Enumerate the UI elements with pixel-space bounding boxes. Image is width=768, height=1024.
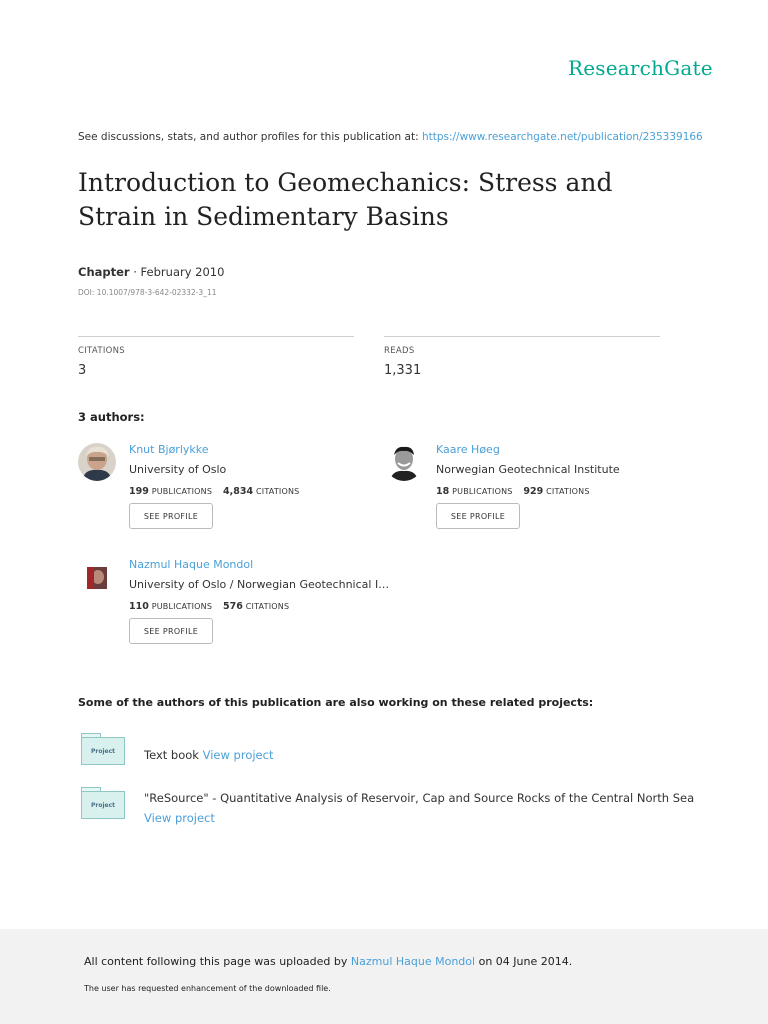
reads-label: READS	[384, 346, 415, 356]
citations-label: CITATIONS	[546, 487, 590, 496]
publication-url-link[interactable]: https://www.researchgate.net/publication/235339166	[421, 131, 703, 143]
reads-value: 1,331	[384, 363, 422, 378]
author-counts	[129, 486, 307, 497]
publications-label: PUBLICATIONS	[151, 487, 213, 496]
request-note: The user has requested enhancement of the downloaded file.	[84, 984, 331, 993]
publications-count: 199	[129, 486, 149, 497]
author-institution: University of Oslo	[129, 463, 227, 476]
author-institution: University of Oslo / Norwegian Geotechnical I…	[129, 578, 390, 591]
authors-heading: 3 authors:	[78, 410, 145, 424]
author-card	[78, 558, 398, 648]
citations-stat	[78, 336, 354, 378]
publication-doi: DOI: 10.1007/978-3-642-02332-3_11	[78, 288, 217, 297]
project-title: Text book	[144, 748, 203, 762]
author-counts	[129, 601, 297, 612]
publications-label: PUBLICATIONS	[151, 602, 213, 611]
avatar[interactable]	[78, 443, 116, 481]
folder-label: Project	[81, 737, 125, 765]
uploader-link[interactable]: Nazmul Haque Mondol	[350, 955, 476, 968]
citations-count: 4,834	[223, 486, 254, 497]
citations-label: CITATIONS	[255, 487, 300, 496]
author-name[interactable]: Knut Bjørlykke	[129, 443, 209, 456]
view-project-link[interactable]: View project	[202, 748, 274, 762]
folder-label: Project	[81, 791, 125, 819]
project-text	[144, 745, 704, 765]
researchgate-logo[interactable]: ResearchGate	[568, 56, 713, 80]
citations-count: 929	[523, 486, 544, 497]
author-name[interactable]: Kaare Høeg	[436, 443, 500, 456]
discussions-text: See discussions, stats, and author profiles for this publication at:	[78, 131, 422, 143]
citations-value: 3	[78, 363, 87, 378]
citations-label: CITATIONS	[78, 346, 125, 356]
project-text	[144, 788, 704, 828]
publication-date: · February 2010	[129, 265, 225, 279]
author-photo-icon	[385, 443, 423, 481]
reads-stat	[384, 336, 660, 378]
author-card	[78, 443, 378, 533]
author-photo-icon	[78, 558, 116, 596]
footer	[0, 929, 768, 1024]
see-profile-button[interactable]: SEE PROFILE	[436, 503, 520, 529]
upload-prefix: All content following this page was uploaded by	[84, 955, 351, 968]
publication-title: Introduction to Geomechanics: Stress and Strain in Sedimentary Basins	[78, 168, 613, 231]
see-profile-button[interactable]: SEE PROFILE	[129, 618, 213, 644]
publication-type: Chapter	[78, 265, 130, 279]
publications-label: PUBLICATIONS	[452, 487, 513, 496]
avatar[interactable]	[78, 558, 116, 596]
citations-label: CITATIONS	[245, 602, 290, 611]
author-card	[385, 443, 685, 533]
related-projects-heading: Some of the authors of this publication are also working on these related projects:	[78, 696, 594, 709]
author-name[interactable]: Nazmul Haque Mondol	[129, 558, 254, 571]
project-folder-icon[interactable]	[81, 733, 125, 767]
see-profile-button[interactable]: SEE PROFILE	[129, 503, 213, 529]
project-title: "ReSource" - Quantitative Analysis of Reservoir, Cap and Source Rocks of the Central North Sea	[144, 791, 695, 805]
project-folder-icon[interactable]	[81, 787, 125, 821]
upload-note	[84, 955, 572, 968]
upload-suffix: on 04 June 2014.	[475, 955, 573, 968]
avatar[interactable]	[385, 443, 423, 481]
citations-count: 576	[223, 601, 243, 612]
publications-count: 18	[436, 486, 450, 497]
publication-meta	[78, 265, 224, 279]
author-counts	[436, 486, 598, 497]
author-institution: Norwegian Geotechnical Institute	[436, 463, 620, 476]
view-project-link[interactable]: View project	[144, 811, 215, 825]
discussions-line	[78, 131, 703, 143]
author-photo-icon	[78, 443, 116, 481]
publications-count: 110	[129, 601, 149, 612]
